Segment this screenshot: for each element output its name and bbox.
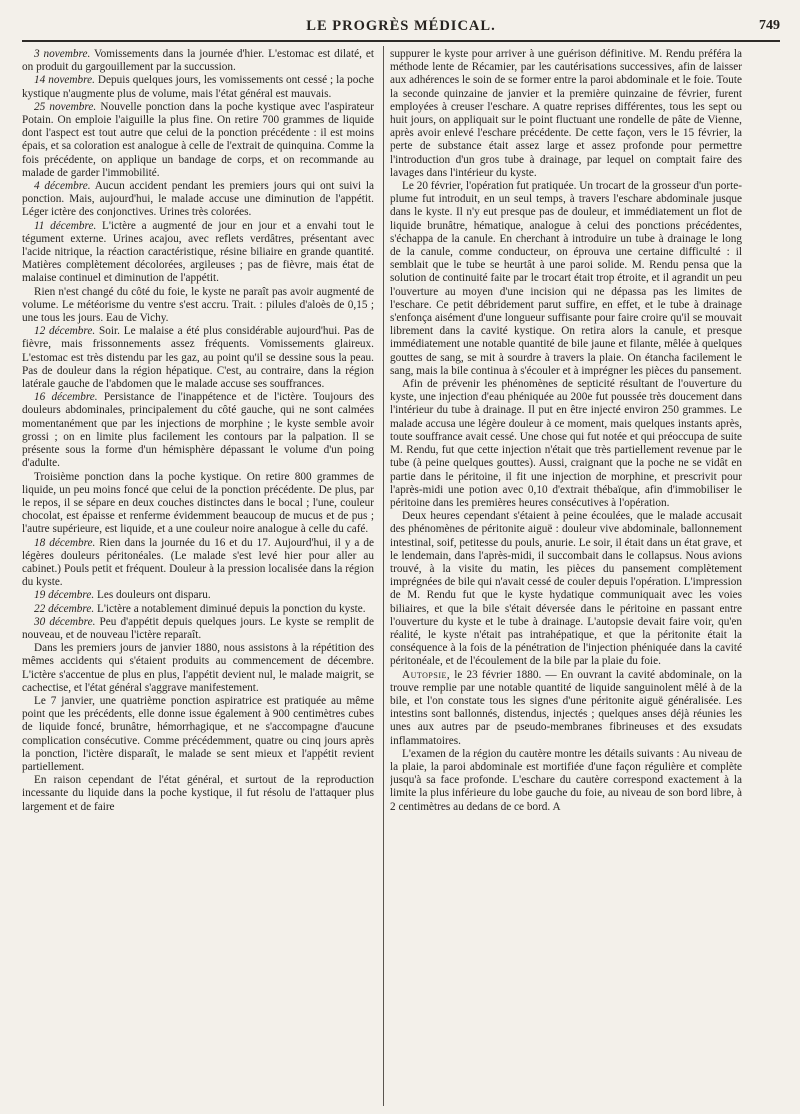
paragraph: Autopsie, le 23 février 1880. — En ouvrant la cavité abdominale, on la trouve remplie par une notable quantité de liquide sanguinolent mêlé à de la bile, et l'on constate tous les signes d'une péritonite aiguë généralisée. Les intestins sont ballonnés, distendus, injectés ; quelques anses déjà réunies les unes aux autres par de pseudo-membranes fibrineuses et des exsudats inflammatoires. xyxy=(390,668,742,747)
right-column xyxy=(390,48,742,1108)
paragraph: 3 novembre. Vomissements dans la journée d'hier. L'estomac est dilaté, et on produit du gargouillement par la succussion. xyxy=(22,48,374,74)
paragraph: Deux heures cependant s'étaient à peine écoulées, que le malade accusait des phénomènes de péritonite aiguë : douleur vive abdominale, ballonnement intestinal, soif, petitesse du pouls, anurie. Le soir, il était dans un état grave, et le lendemain, dans l'après-midi, il succombait dans le collapsus. Nous avions trouvé, à la visite du matin, les pièces du pansement complètement imprégnées de bile qui n'avait cessé de couler depuis l'opération. L'impression de M. Rendu fut que le kyste hydatique communiquait avec les voies biliaires, et que la bile s'était déversée dans le péritoine en passant entre l'ouverture du kyste et le tube à drainage. L'autopsie devait faire voir, qu'en réalité, le kyste n'était pas intrahépatique, et que la péritonite était la conséquence à la fois de la pénétration de l'injection phéniquée dans la cavité péritonéale, et de l'écoulement de la bile par la plaie du foie. xyxy=(390,510,742,668)
paragraph: 14 novembre. Depuis quelques jours, les vomissements ont cessé ; la poche kystique n'augmente plus de volume, mais l'état général est mauvais. xyxy=(22,74,374,100)
paragraph: 16 décembre. Persistance de l'inappétence et de l'ictère. Toujours des douleurs abdominales, principalement du côté gauche, qui ne sont calmées momentanément que par les injections de morphine ; le kyste semble avoir grossi ; on en limite plus facilement les contours par la palpation. Il se présente sous la forme d'un hémisphère dépassant le volume d'un poing d'adulte. xyxy=(22,391,374,470)
column-divider xyxy=(383,46,384,1106)
paragraph: 30 décembre. Peu d'appétit depuis quelques jours. Le kyste se remplit de nouveau, et de nouveau l'ictère reparaît. xyxy=(22,615,374,641)
paragraph: 11 décembre. L'ictère a augmenté de jour en jour et a envahi tout le tégument externe. Urines acajou, avec reflets verdâtres, présentant avec l'acide nitrique, la réaction caractéristique, résine biliaire en grande quantité. Matières complètement décolorées, argileuses ; pas de fièvre, mais état de malaise continuel et diminution de l'appétit. xyxy=(22,219,374,285)
page-header xyxy=(22,14,780,42)
paragraph: Troisième ponction dans la poche kystique. On retire 800 grammes de liquide, un peu moins foncé que celui de la ponction précédente. De plus, par le repos, il se sépare en deux couches distinctes dans le bocal ; l'une, couleur chocolat, est épaisse et renferme évidemment beaucoup de mucus et de pus ; l'autre supérieure, est liquide, et a une couleur noire analogue à celle du café. xyxy=(22,470,374,536)
page-number: 749 xyxy=(759,18,780,33)
paragraph: Le 20 février, l'opération fut pratiquée. Un trocart de la grosseur d'un porte-plume fut introduit, en un seul temps, à travers l'eschare abdominale jusque dans le kyste. Il n'y eut presque pas de douleur, et immédiatement un flot de liquide brunâtre, hématique, analogue à celui des ponctions précédentes, s'échappa de la canule. En cherchant à introduire un tube à drainage le long de la canule, comme conducteur, on éprouva une certaine difficulté : il semblait que le tube se heurtât à une paroi solide. M. Rendu pensa que la solution de continuité faite par le trocart était trop étroite, et il agrandit un peu l'ouverture au moyen d'une incision qui ne dépassa pas les limites de l'eschare. Ce petit débridement parut suffire, en effet, et le tube à drainage s'enfonça aisément d'une longueur suffisante pour faire croire qu'il se mouvait librement dans la cavité kystique. On retira alors la canule, et presque immédiatement une notable quantité de bile jaune et filante, mêlée à quelques gouttes de sang, se mit à sourdre à travers la plaie. On étancha facilement le sang, mais la bile continua à s'écouler et à imprégner les pièces du pansement. xyxy=(390,180,742,377)
paragraph: L'examen de la région du cautère montre les détails suivants : Au niveau de la plaie, la paroi abdominale est mortifiée d'une façon régulière et complète jusqu'à sa face profonde. L'eschare du cautère correspond exactement à la limite la plus inférieure du lobe gauche du foie, au niveau de son bord libre, à 2 centimètres au dedans de ce bord. A xyxy=(390,747,742,813)
journal-title: LE PROGRÈS MÉDICAL. xyxy=(306,18,496,34)
paragraph: Le 7 janvier, une quatrième ponction aspiratrice est pratiquée au même point que les précédents, elle donne issue également à 900 centimètres cubes de liquide foncé, brunâtre, hémorrhagique, et ne s'accompagne d'aucune complication consécutive. Comme précédemment, quatre ou cinq jours après la ponction, l'ictère disparaît, le malade se sent mieux et l'appétit revient partiellement. xyxy=(22,694,374,773)
paragraph: 22 décembre. L'ictère a notablement diminué depuis la ponction du kyste. xyxy=(34,602,366,615)
paragraph: Dans les premiers jours de janvier 1880, nous assistons à la répétition des mêmes accidents qui s'étaient produits au commencement de décembre. L'ictère s'accentue de plus en plus, l'appétit devient nul, le malade maigrit, se cachectise, et l'état général s'aggrave manifestement. xyxy=(22,642,374,694)
paragraph: Afin de prévenir les phénomènes de septicité résultant de l'ouverture du kyste, une injection d'eau phéniquée au 200e fut poussée très doucement dans l'intérieur du tube à drainage. Il put en être injecté environ 250 grammes. Le malade accusa une légère douleur à ce moment, mais quelques instants après, toute souffrance avait cessé. Une chose qui fut notée et qui préoccupa de suite M. Rendu, fut que cette injection n'était que très partiellement revenue par le tube (à peine quelques gouttes). Aussi, craignant que la poche ne se vidât en partie dans le péritoine, il fit une injection de morphine, et prescrivit pour l'après-midi une potion avec 0,10 d'extrait thébaïque, afin d'immobiliser le péritoine dans les premières heures consécutives à l'opération. xyxy=(390,378,742,509)
paragraph: 4 décembre. Aucun accident pendant les premiers jours qui ont suivi la ponction. Mais, aujourd'hui, le malade accuse une diminution de l'appétit. Léger ictère des conjonctives. Urines très colorées. xyxy=(22,180,374,219)
paragraph: suppurer le kyste pour arriver à une guérison définitive. M. Rendu préféra la méthode lente de Récamier, par les cautérisations successives, afin de laisser aux adhérences le soin de se former entre la paroi abdominale et le foie. Toute la seconde quinzaine de janvier et la première quinzaine de février, furent employées à creuser l'eschare. A quatre reprises différentes, tous les sept ou huit jours, on appliquait sur le point fluctuant une rondelle de pâte de Vienne, après avoir enlevé l'eschare précédente. De cette façon, vers le 15 février, la perte de substance était assez large et assez profonde pour permettre l'introduction d'un gros tube à drainage, par lequel on comptait faire des lavages dans l'intérieur du kyste. xyxy=(390,48,742,179)
paragraph: 19 décembre. Les douleurs ont disparu. xyxy=(34,589,211,602)
left-column xyxy=(22,48,374,1108)
paragraph: 25 novembre. Nouvelle ponction dans la poche kystique avec l'aspirateur Potain. On emploie l'aiguille la plus fine. On retire 700 grammes de liquide dont l'aspect est tout autre que celui de la ponction précédente : il est moins épais, et sa coloration est analogue à celle de l'extrait de quinquina. Comme la fois précédente, on applique un bandage de corps, et on recommande au malade de garder l'immobilité. xyxy=(22,100,374,179)
paragraph: 18 décembre. Rien dans la journée du 16 et du 17. Aujourd'hui, il y a de légères douleurs péritonéales. (Le malade s'est levé hier pour aller au cabinet.) Pouls petit et fréquent. Douleur à la pression localisée dans la région du kyste. xyxy=(22,536,374,589)
paragraph: En raison cependant de l'état général, et surtout de la reproduction incessante du liquide dans la poche kystique, il fut résolu de l'attaquer plus largement et de faire xyxy=(22,774,374,813)
paragraph: 12 décembre. Soir. Le malaise a été plus considérable aujourd'hui. Pas de fièvre, mais frissonnements assez fréquents. Vomissements glaireux. L'estomac est très distendu par les gaz, au point qu'il se dessine sous la peau. Pas de douleur dans la région hépatique. C'est, au contraire, dans la région latérale gauche de l'abdomen que le malade accuse ses souffrances. xyxy=(22,325,374,391)
paragraph: Rien n'est changé du côté du foie, le kyste ne paraît pas avoir augmenté de volume. Le météorisme du ventre s'est accru. Trait. : pilules d'aloès de 0,15 ; une tous les jours. Eau de Vichy. xyxy=(22,285,374,325)
